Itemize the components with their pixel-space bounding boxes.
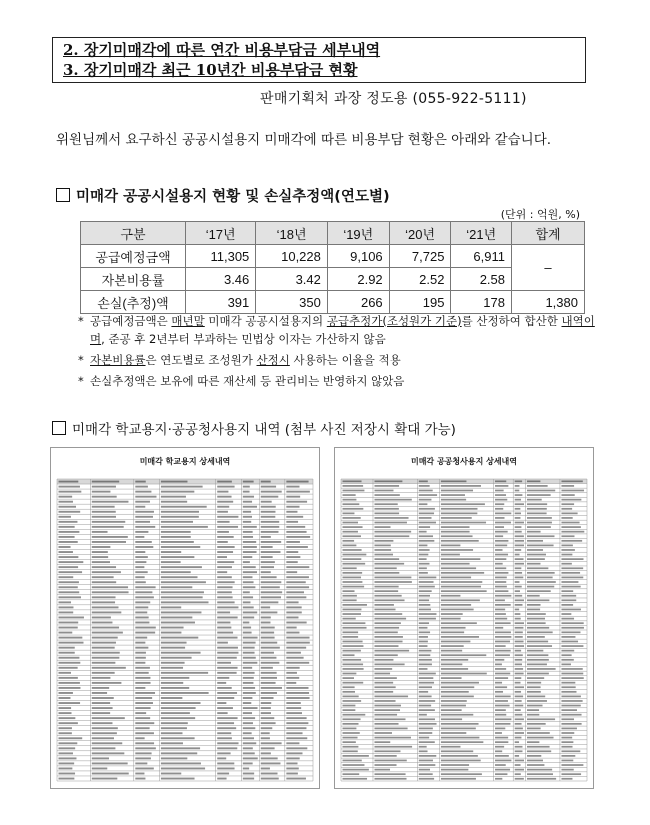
table-header-cell: ‘19년 [327,222,389,245]
table-cell: 7,725 [389,245,451,268]
section-2-heading [52,418,456,438]
table-row [81,245,585,268]
table-cell: 178 [451,291,512,314]
office-land-image [334,447,594,789]
contact-info: 판매기획처 과장 정도용 (055-922-5111) [260,91,527,107]
section-1-heading-text: 미매각 공공시설용지 현황 및 손실추정액(연도별) [76,189,390,205]
total-cell: 1,380 [512,291,585,314]
section-2-heading-text: 미매각 학교용지·공공청사용지 내역 (첨부 사진 저장시 확대 가능) [72,422,456,438]
note-text: 은 연도별로 조성원가 [145,353,257,367]
note-text: 손실추정액은 보유에 따른 재산세 등 관리비는 반영하지 않았음 [90,374,405,388]
school-land-image [50,447,320,789]
title-box [52,37,586,83]
table-header-cell: ‘21년 [451,222,512,245]
office-land-table-image [335,475,593,785]
total-cell: – [512,245,585,291]
title-line-2: 3. 장기미매각 최근 10년간 비용부담금 현황 [63,61,358,79]
table-row [81,268,585,291]
note-text: 공급예정금액은 [90,314,172,328]
table-cell: 9,106 [327,245,389,268]
checkbox-icon [56,188,70,202]
table-header-cell: 구분 [81,222,186,245]
title-line-1: 2. 장기미매각에 따른 연간 비용부담금 세부내역 [63,41,381,59]
table-cell: 2.58 [451,268,512,291]
loss-estimate-table [80,221,585,314]
table-cell: 2.92 [327,268,389,291]
table-cell: 2.52 [389,268,451,291]
table-texture [341,479,587,781]
section-1-heading [56,185,390,206]
note-mark: * [78,374,84,388]
checkbox-icon [52,421,66,435]
unit-label: (단위 : 억원, %) [500,208,580,221]
office-land-panel-title: 미매각 공공청사용지 상세내역 [410,457,518,466]
table-header-cell: 합계 [512,222,585,245]
note-text: 매년말 [171,314,205,328]
table-cell: 391 [186,291,256,314]
note-item [78,372,598,390]
note-mark: * [78,353,84,367]
table-cell: 3.46 [186,268,256,291]
note-text: 자본비용률 [90,353,146,367]
table-cell: 6,911 [451,245,512,268]
table-cell: 266 [327,291,389,314]
note-text: , 준공 후 2년부터 부과하는 민법상 이자는 가산하지 않음 [101,332,386,346]
school-land-table-image [51,475,319,785]
table-header-cell: ‘17년 [186,222,256,245]
note-text: 내역이며 [90,314,595,346]
table-header-cell: ‘18년 [256,222,328,245]
school-land-panel-title: 미매각 학교용지 상세내역 [139,457,231,466]
notes [78,312,598,390]
table-cell: 3.42 [256,268,328,291]
table-header-row [81,222,585,245]
table-cell: 10,228 [256,245,328,268]
row-label: 공급예정금액 [81,245,186,268]
intro-paragraph: 위원님께서 요구하신 공공시설용지 미매각에 따른 비용부담 현황은 아래와 같습니다. [56,132,552,148]
row-label: 자본비용률 [81,268,186,291]
note-text: 산정시 [256,353,290,367]
note-text: 사용하는 이율을 적용 [289,353,401,367]
table-cell: 11,305 [186,245,256,268]
note-text: 미매각 공공시설용지의 [204,314,327,328]
note-item [78,312,598,348]
table-cell: 195 [389,291,451,314]
note-item [78,351,598,369]
table-row [81,291,585,314]
table-texture [57,479,313,781]
note-text: 공급추정가(조성원가 기준) [326,314,462,328]
note-text: 를 산정하여 합산한 [461,314,562,328]
table-cell: 350 [256,291,328,314]
row-label: 손실(추정)액 [81,291,186,314]
note-mark: * [78,314,84,328]
table-header-cell: ‘20년 [389,222,451,245]
